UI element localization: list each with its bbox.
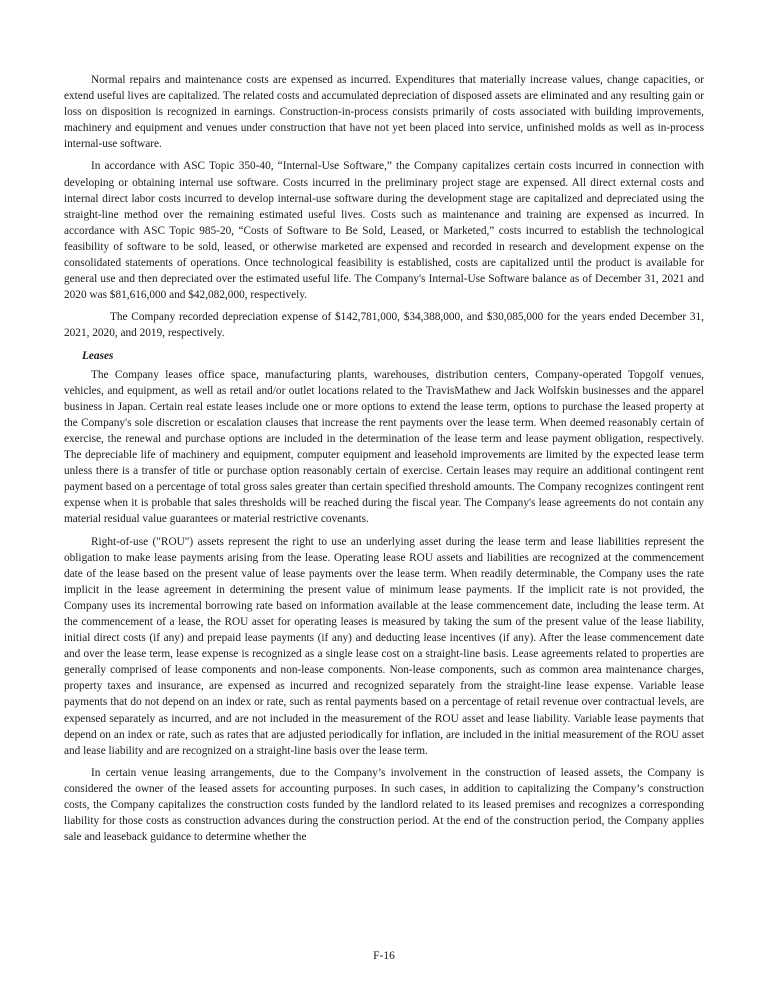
paragraph-internal-use-software: In accordance with ASC Topic 350-40, “Internal-Use Software,” the Company capitalizes certain costs incurred in connection with developing or obtaining internal use software. Costs incurred in the preliminary project stage are expensed. All direct external costs and internal direct labor costs incurred to develop internal-use software during the development stage are capitalized and depreciated using the straight-line method over the remaining estimated useful lives. Costs such as maintenance and training are expensed as incurred. In accordance with ASC Topic 985-20, “Costs of Software to Be Sold, Leased, or Marketed,” costs incurred to establish the technological feasibility of software to be sold, leased, or otherwise marketed are expensed and recorded in research and development expense on the consolidated statements of operations. Once technological feasibility is established, costs are capitalized until the product is available for general use and then depreciated over the estimated useful life. The Company's Internal-Use Software balance as of December 31, 2021 and 2020 was $81,616,000 and $42,082,000, respectively. (64, 160, 704, 302)
paragraph-lease-overview: The Company leases office space, manufacturing plants, warehouses, distribution centers, Company-operated Topgolf venues, vehicles, and equipment, as well as retail and/or outlet locations related to the TravisMathew and Jack Wolfskin businesses and the apparel business in Japan. Certain real estate leases include one or more options to extend the lease term, options to purchase the leased property at the Company's sole discretion or escalation clauses that increase the rent payments over the lease term. When deemed reasonably certain of exercise, the renewal and purchase options are included in the determination of the lease term and lease payment obligation, respectively. The depreciable life of machinery and equipment, computer equipment and leasehold improvements are limited by the expected lease term unless there is a transfer of title or purchase option reasonably certain of exercise. Certain leases may require an additional contingent rent payment based on a percentage of total gross sales greater than certain specified threshold amounts. The Company recognizes contingent rent expense when it is probable that sales thresholds will be reached during the fiscal year. The Company's lease agreements do not contain any material residual value guarantees or material restrictive covenants. (64, 368, 704, 526)
page-number: F-16 (373, 950, 395, 962)
section-heading-leases: Leases (82, 349, 114, 362)
paragraph-repairs-maintenance: Normal repairs and maintenance costs are expensed as incurred. Expenditures that materially increase values, change capacities, or extend useful lives are capitalized. The related costs and accumulated depreciation of disposed assets are eliminated and any resulting gain or loss on disposition is recognized in earnings. Construction-in-process consists primarily of costs associated with building improvements, machinery and equipment and venues under construction that have not yet been placed into service, unfinished molds as well as in-process internal-use software. (64, 74, 704, 151)
paragraph-venue-leasing: In certain venue leasing arrangements, due to the Company’s involvement in the construction of leased assets, the Company is considered the owner of the leased assets for accounting purposes. In such cases, in addition to capitalizing the Company’s construction costs, the Company capitalizes the construction costs funded by the landlord related to its leased premises and recognizes a corresponding liability for those costs as construction advances during the construction period. At the end of the construction period, the Company applies sale and leaseback guidance to determine whether the (64, 766, 704, 844)
paragraph-depreciation-expense: The Company recorded depreciation expense of $142,781,000, $34,388,000, and $30,085,000 for the years ended December 31, 2021, 2020, and 2019, respectively. (64, 311, 704, 340)
paragraph-rou-assets: Right-of-use ("ROU") assets represent the right to use an underlying asset during the lease term and lease liabilities represent the obligation to make lease payments arising from the lease. Operating lease ROU assets and liabilities are recognized at the commencement date of the lease based on the present value of lease payments over the lease term. When readily determinable, the Company uses the rate implicit in the lease agreement in determining the present value of minimum lease payments. If the implicit rate is not provided, the Company uses its incremental borrowing rate based on information available at the lease commencement date, including the lease term. At the commencement of a lease, the ROU asset for operating leases is measured by taking the sum of the present value of the lease liability, initial direct costs (if any) and prepaid lease payments (if any) and deducting lease incentives (if any). After the lease commencement date and over the lease term, lease expense is recognized as a single lease cost on a straight-line basis. Lease agreements related to properties are generally comprised of lease components and non-lease components. Non-lease components, such as common area maintenance charges, property taxes and insurance, are expensed as incurred and recognized separately from the straight-line lease expense. Variable lease payments that do not depend on an index or rate, such as rental payments based on a percentage of retail revenue over contractual levels, are expensed separately as incurred, and are not included in the measurement of the ROU asset and lease liability. Variable lease payments that depend on an index or rate, such as rates that are adjusted periodically for inflation, are included in the initial measurement of the ROU asset and lease liability and are recognized on a straight-line basis over the lease term. (64, 535, 704, 757)
document-body (64, 72, 704, 851)
